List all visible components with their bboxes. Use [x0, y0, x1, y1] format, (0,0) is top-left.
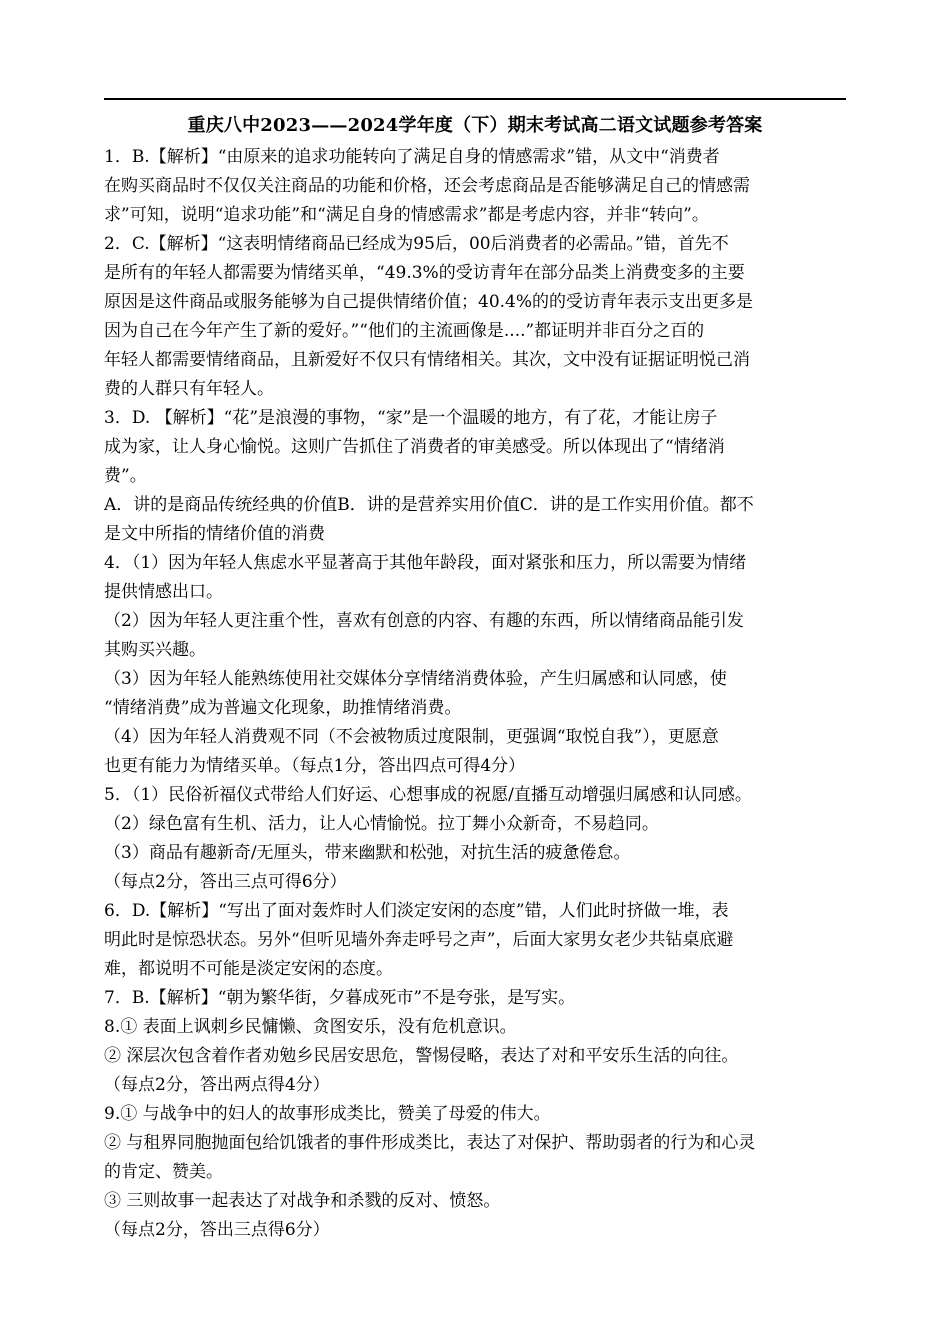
answer-line: 是所有的年轻人都需要为情绪买单，“49.3%的受访青年在部分品类上消费变多的主要: [104, 263, 745, 283]
answer-line: 9.① 与战争中的妇人的故事形成类比，赞美了母爱的伟大。: [104, 1104, 551, 1124]
answer-line: 其购买兴趣。: [104, 640, 206, 660]
answer-line: 5．（1）民俗祈福仪式带给人们好运、心想事成的祝愿/直播互动增强归属感和认同感。: [104, 785, 752, 805]
answer-line: 也更有能力为情绪买单。（每点1分，答出四点可得4分）: [104, 756, 526, 776]
answer-line: （4）因为年轻人消费观不同（不会被物质过度限制，更强调“取悦自我”），更愿意: [104, 727, 719, 747]
answer-line: ② 深层次包含着作者劝勉乡民居安思危，警惕侵略，表达了对和平安乐生活的向往。: [104, 1046, 739, 1066]
answer-line: 明此时是惊恐状态。另外“但听见墙外奔走呼号之声”，后面大家男女老少共钻桌底避: [104, 930, 734, 950]
answer-line: 费”。: [104, 466, 147, 486]
answer-line: 3．D. 【解析】“花”是浪漫的事物，“家”是一个温暖的地方，有了花，才能让房子: [104, 408, 718, 428]
answer-line: “情绪消费”成为普遍文化现象，助推情绪消费。: [104, 698, 462, 718]
answer-content: [104, 143, 846, 1245]
answer-line: （每点2分，答出三点得6分）: [104, 1220, 330, 1240]
answer-line: ③ 三则故事一起表达了对战争和杀戮的反对、愤怒。: [104, 1191, 501, 1211]
answer-line: 费的人群只有年轻人。: [104, 379, 274, 399]
answer-line: 7．B.【解析】“朝为繁华街，夕暮成死市”不是夸张，是写实。: [104, 988, 576, 1008]
answer-line: （3）商品有趣新奇/无厘头，带来幽默和松弛，对抗生活的疲惫倦怠。: [104, 843, 631, 863]
answer-line: 4．（1）因为年轻人焦虑水平显著高于其他年龄段，面对紧张和压力，所以需要为情绪: [104, 553, 747, 573]
answer-line: 6．D.【解析】“写出了面对轰炸时人们淡定安闲的态度”错，人们此时挤做一堆，表: [104, 901, 729, 921]
answer-line: 因为自己在今年产生了新的爱好。”“他们的主流画像是....”都证明并非百分之百的: [104, 321, 705, 341]
answer-line: （每点2分，答出三点可得6分）: [104, 872, 347, 892]
answer-line: 的肯定、赞美。: [104, 1162, 223, 1182]
answer-line: 成为家，让人身心愉悦。这则广告抓住了消费者的审美感受。所以体现出了“情绪消: [104, 437, 725, 457]
document-title: 重庆八中2023——2024学年度（下）期末考试高二语文试题参考答案: [187, 115, 763, 136]
answer-line: A．讲的是商品传统经典的价值B．讲的是营养实用价值C．讲的是工作实用价值。都不: [104, 495, 754, 515]
answer-line: ② 与租界同胞抛面包给饥饿者的事件形成类比，表达了对保护、帮助弱者的行为和心灵: [104, 1133, 756, 1153]
answer-line: 提供情感出口。: [104, 582, 223, 602]
answer-line: 2．C.【解析】“这表明情绪商品已经成为95后，00后消费者的必需品。”错，首先不: [104, 234, 729, 254]
answer-line: 原因是这件商品或服务能够为自己提供情绪价值；40.4%的的受访青年表示支出更多是: [104, 292, 754, 312]
answer-line: （每点2分，答出两点得4分）: [104, 1075, 330, 1095]
answer-line: 8.① 表面上讽刺乡民慵懒、贪图安乐，没有危机意识。: [104, 1017, 517, 1037]
answer-line: 在购买商品时不仅仅关注商品的功能和价格，还会考虑商品是否能够满足自己的情感需: [104, 176, 750, 196]
answer-line: 1．B.【解析】“由原来的追求功能转向了满足自身的情感需求”错，从文中“消费者: [104, 147, 720, 167]
answer-line: 难，都说明不可能是淡定安闲的态度。: [104, 959, 393, 979]
answer-line: （2）绿色富有生机、活力，让人心情愉悦。拉丁舞小众新奇，不易趋同。: [104, 814, 659, 834]
answer-line: 求”可知，说明“追求功能”和“满足自身的情感需求”都是考虑内容，并非“转向”。: [104, 205, 709, 225]
answer-line: （3）因为年轻人能熟练使用社交媒体分享情绪消费体验，产生归属感和认同感，使: [104, 669, 727, 689]
answer-line: 是文中所指的情绪价值的消费: [104, 524, 325, 544]
answer-line: 年轻人都需要情绪商品，且新爱好不仅只有情绪相关。其次，文中没有证据证明悦己消: [104, 350, 750, 370]
header-rule: [104, 98, 846, 100]
answer-line: （2）因为年轻人更注重个性，喜欢有创意的内容、有趣的东西，所以情绪商品能引发: [104, 611, 744, 631]
